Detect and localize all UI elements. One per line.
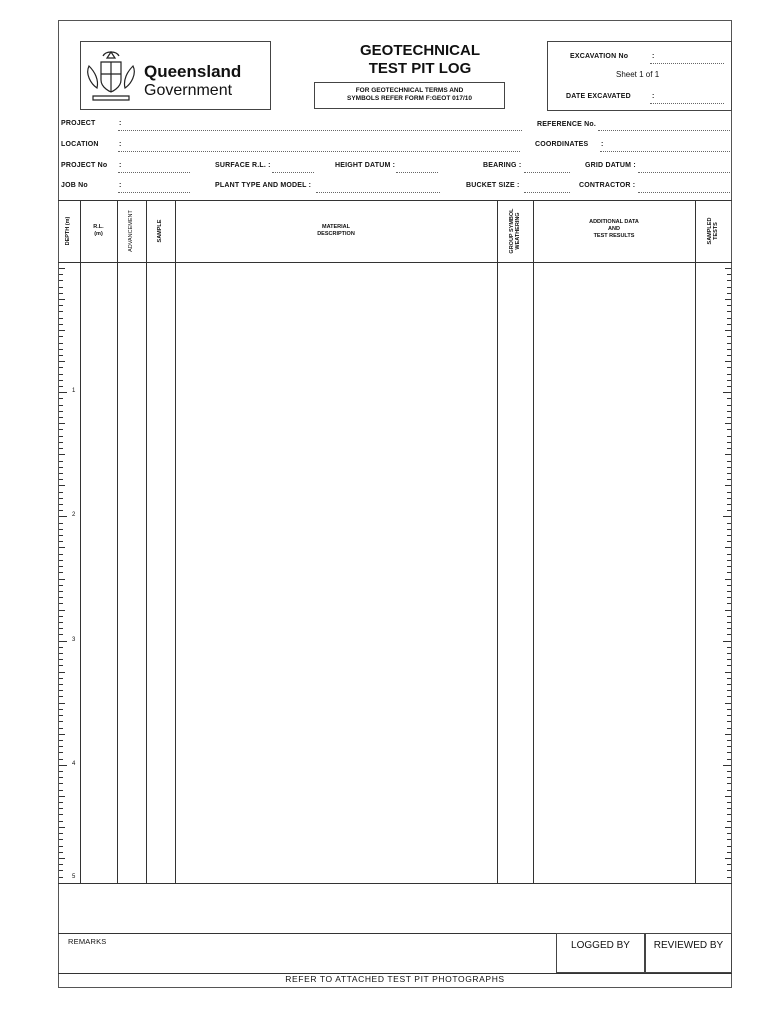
depth-tick: [727, 324, 731, 325]
depth-tick: [727, 790, 731, 791]
depth-tick: [59, 634, 63, 635]
contractor-field[interactable]: [638, 192, 730, 193]
depth-tick: [727, 877, 731, 878]
col-advancement: ADVANCEMENT: [128, 210, 134, 252]
depth-tick: [727, 436, 731, 437]
depth-tick: [59, 473, 63, 474]
reviewed-by-label: REVIEWED BY: [653, 940, 724, 951]
depth-tick: [59, 721, 63, 722]
depth-tick: [59, 796, 65, 797]
depth-tick: [59, 728, 63, 729]
logo-box: [80, 41, 271, 110]
depth-tick: [59, 858, 65, 859]
table-bottom-line: [58, 883, 732, 884]
depth-tick: [59, 361, 65, 362]
depth-tick: [727, 616, 731, 617]
depth-tick: [59, 516, 67, 517]
depth-tick: [727, 653, 731, 654]
depth-tick: [59, 740, 63, 741]
depth-tick: [59, 777, 63, 778]
depth-tick: [727, 690, 731, 691]
depth-tick: [727, 343, 731, 344]
bearing-label: BEARING :: [483, 162, 522, 169]
col-depth: DEPTH (m): [65, 216, 71, 246]
depth-tick: [59, 442, 63, 443]
depth-tick: [727, 603, 731, 604]
col-rl: [80, 224, 117, 238]
depth-tick: [59, 498, 63, 499]
depth-tick: [59, 752, 63, 753]
sheet-number: Sheet 1 of 1: [616, 70, 660, 79]
coordinates-label: COORDINATES: [535, 141, 589, 148]
height-datum-field[interactable]: [396, 172, 438, 173]
depth-tick: [727, 386, 731, 387]
depth-tick: [727, 591, 731, 592]
job-no-field[interactable]: [118, 192, 190, 193]
col-group-symbol: [509, 191, 521, 271]
col-sampled-line1: SAMPLED: [707, 217, 713, 245]
depth-tick: [59, 280, 63, 281]
depth-tick: [59, 759, 63, 760]
depth-tick: [59, 690, 63, 691]
depth-tick: [59, 839, 63, 840]
depth-tick: [727, 318, 731, 319]
depth-tick: [727, 442, 731, 443]
depth-tick: [59, 622, 63, 623]
depth-tick: [727, 647, 731, 648]
depth-tick: [727, 721, 731, 722]
depth-tick: [723, 392, 731, 393]
depth-tick: [59, 492, 63, 493]
depth-tick: [59, 746, 63, 747]
depth-tick: [59, 597, 63, 598]
depth-tick: [727, 293, 731, 294]
height-datum-label: HEIGHT DATUM :: [335, 162, 396, 169]
depth-tick: [727, 684, 731, 685]
depth-tick: [59, 734, 65, 735]
depth-tick: [727, 740, 731, 741]
depth-tick: [59, 386, 63, 387]
depth-tick: [59, 293, 63, 294]
col-additional: [533, 219, 695, 240]
depth-tick: [727, 566, 731, 567]
depth-tick: [727, 696, 731, 697]
contractor-label: CONTRACTOR :: [579, 182, 636, 189]
depth-tick: [727, 336, 731, 337]
excavation-box: [547, 41, 732, 111]
date-excavated-field[interactable]: [650, 103, 724, 104]
depth-tick: [59, 417, 63, 418]
depth-tick: [59, 287, 63, 288]
depth-tick: [727, 814, 731, 815]
depth-tick: [727, 777, 731, 778]
depth-tick: [725, 330, 731, 331]
depth-tick: [59, 765, 67, 766]
depth-tick: [59, 318, 63, 319]
depth-tick: [59, 423, 65, 424]
depth-tick: [59, 461, 63, 462]
depth-tick: [59, 783, 63, 784]
depth-tick: [59, 349, 63, 350]
depth-tick: [59, 566, 63, 567]
depth-tick: [727, 417, 731, 418]
depth-tick: [727, 783, 731, 784]
depth-tick: [725, 672, 731, 673]
depth-tick: [727, 287, 731, 288]
depth-tick: [59, 467, 63, 468]
depth-tick: [727, 280, 731, 281]
depth-tick: [59, 572, 63, 573]
depth-tick: [59, 355, 63, 356]
depth-tick: [59, 510, 63, 511]
title-line-1: GEOTECHNICAL: [360, 42, 480, 59]
depth-tick: [59, 703, 65, 704]
depth-tick: [727, 523, 731, 524]
depth-tick: [727, 846, 731, 847]
depth-tick: [727, 305, 731, 306]
depth-tick: [59, 529, 63, 530]
depth-tick: [727, 461, 731, 462]
depth-tick: [727, 355, 731, 356]
depth-tick: [727, 678, 731, 679]
depth-tick: [59, 846, 63, 847]
depth-tick: [727, 510, 731, 511]
depth-tick: [727, 479, 731, 480]
col-group-line1: GROUP SYMBOL: [509, 208, 515, 254]
depth-tick: [727, 665, 731, 666]
depth-tick: [59, 330, 65, 331]
depth-tick: [59, 448, 63, 449]
depth-tick: [727, 398, 731, 399]
col-rl-line2: (m): [94, 231, 103, 237]
project-field[interactable]: [118, 130, 522, 131]
depth-tick: [59, 591, 63, 592]
org-sub: Government: [144, 82, 233, 99]
depth-tick: [59, 324, 63, 325]
depth-tick: [727, 597, 731, 598]
reviewed-by-box[interactable]: [645, 933, 732, 973]
photos-note: REFER TO ATTACHED TEST PIT PHOTOGRAPHS: [285, 974, 505, 984]
logged-by-box[interactable]: [556, 933, 645, 973]
depth-tick: [59, 659, 63, 660]
col-divider: [497, 200, 498, 883]
depth-tick: [727, 380, 731, 381]
depth-tick: [59, 429, 63, 430]
col-divider: [80, 200, 81, 883]
form-title: [320, 42, 520, 78]
project-no-label: PROJECT No: [61, 162, 108, 169]
ref-line-1: FOR GEOTECHNICAL TERMS AND: [355, 87, 464, 94]
depth-tick: [727, 628, 731, 629]
depth-tick: [59, 827, 65, 828]
org-name: Queensland: [144, 62, 242, 81]
terms-reference-box: [314, 82, 505, 109]
col-additional-line2: AND: [608, 226, 620, 232]
depth-tick: [727, 411, 731, 412]
depth-tick: [59, 579, 65, 580]
depth-tick: [727, 715, 731, 716]
depth-tick: [59, 864, 63, 865]
col-material: [175, 224, 497, 238]
date-excavated-label: DATE EXCAVATED: [566, 93, 631, 100]
reference-label: REFERENCE No.: [537, 121, 596, 128]
depth-tick: [59, 647, 63, 648]
depth-mark-label: 4: [72, 760, 76, 767]
depth-tick: [727, 560, 731, 561]
depth-tick: [723, 641, 731, 642]
bucket-size-field[interactable]: [524, 192, 570, 193]
depth-tick: [59, 814, 63, 815]
depth-tick: [59, 268, 65, 269]
depth-tick: [727, 771, 731, 772]
col-additional-line3: TEST RESULTS: [593, 233, 635, 239]
depth-tick: [59, 535, 63, 536]
depth-tick: [59, 641, 67, 642]
depth-tick: [59, 380, 63, 381]
depth-tick: [727, 802, 731, 803]
depth-tick: [59, 343, 63, 344]
depth-tick: [727, 274, 731, 275]
depth-tick: [59, 715, 63, 716]
depth-tick: [59, 802, 63, 803]
col-sample: SAMPLE: [157, 219, 163, 243]
depth-tick: [59, 274, 63, 275]
surface-rl-field[interactable]: [272, 172, 314, 173]
grid-datum-label: GRID DATUM :: [585, 162, 636, 169]
depth-tick: [59, 678, 63, 679]
depth-tick: [727, 852, 731, 853]
depth-tick: [59, 523, 63, 524]
col-material-line2: DESCRIPTION: [317, 231, 355, 237]
depth-tick: [59, 436, 63, 437]
depth-tick: [727, 833, 731, 834]
depth-tick: [59, 398, 63, 399]
depth-tick: [725, 610, 731, 611]
depth-tick: [727, 374, 731, 375]
surface-rl-label: SURFACE R.L. :: [215, 162, 271, 169]
depth-tick: [727, 492, 731, 493]
depth-tick: [727, 746, 731, 747]
logged-by-label: LOGGED BY: [571, 940, 630, 951]
depth-tick: [727, 498, 731, 499]
col-group-line2: WEATHERING: [515, 212, 521, 250]
depth-tick: [727, 349, 731, 350]
depth-tick: [727, 864, 731, 865]
depth-tick: [59, 653, 63, 654]
col-sampled-tests: [707, 201, 719, 261]
depth-tick: [59, 374, 63, 375]
depth-tick: [727, 585, 731, 586]
excavation-field[interactable]: [650, 63, 724, 64]
col-material-line1: MATERIAL: [321, 224, 350, 230]
depth-tick: [725, 703, 731, 704]
coordinates-field[interactable]: [600, 151, 730, 152]
depth-tick: [727, 821, 731, 822]
depth-tick: [725, 734, 731, 735]
depth-tick: [59, 560, 63, 561]
depth-tick: [727, 473, 731, 474]
depth-tick: [59, 709, 63, 710]
depth-tick: [723, 516, 731, 517]
depth-mark-label: 5: [72, 874, 76, 880]
depth-tick: [59, 821, 63, 822]
depth-tick: [727, 839, 731, 840]
col-sampled-line2: TESTS: [713, 222, 719, 240]
col-divider: [175, 200, 176, 883]
ref-line-2: SYMBOLS REFER FORM F:GEOT 017/10: [347, 95, 472, 102]
remarks-label: REMARKS: [68, 937, 107, 946]
depth-tick: [723, 765, 731, 766]
depth-tick: [59, 603, 63, 604]
depth-tick: [59, 485, 65, 486]
depth-tick: [59, 367, 63, 368]
depth-tick: [727, 622, 731, 623]
depth-tick: [59, 554, 63, 555]
depth-tick: [59, 299, 65, 300]
depth-tick: [727, 554, 731, 555]
depth-tick: [727, 808, 731, 809]
depth-tick: [727, 405, 731, 406]
project-no-field[interactable]: [118, 172, 190, 173]
plant-label: PLANT TYPE AND MODEL :: [215, 182, 312, 189]
depth-tick: [725, 827, 731, 828]
col-divider: [117, 200, 118, 883]
depth-tick: [59, 808, 63, 809]
depth-tick: [725, 299, 731, 300]
depth-tick: [727, 429, 731, 430]
col-divider: [695, 200, 696, 883]
job-no-colon: :: [119, 182, 122, 189]
depth-tick: [59, 833, 63, 834]
depth-tick: [59, 311, 63, 312]
coat-of-arms-icon: [83, 48, 139, 106]
project-label: PROJECT: [61, 120, 96, 127]
depth-tick: [727, 448, 731, 449]
depth-tick: [59, 541, 63, 542]
grid-datum-field[interactable]: [638, 172, 730, 173]
depth-mark-label: 3: [72, 636, 76, 643]
col-divider: [146, 200, 147, 883]
plant-field[interactable]: [316, 192, 440, 193]
depth-tick: [59, 585, 63, 586]
project-no-colon: :: [119, 162, 122, 169]
depth-tick: [727, 311, 731, 312]
depth-tick: [727, 659, 731, 660]
depth-tick: [727, 572, 731, 573]
depth-tick: [727, 709, 731, 710]
depth-tick: [59, 852, 63, 853]
depth-tick: [725, 485, 731, 486]
col-divider: [533, 200, 534, 883]
depth-tick: [59, 665, 63, 666]
reference-field[interactable]: [598, 130, 730, 131]
job-no-label: JOB No: [61, 182, 88, 189]
depth-tick: [59, 628, 63, 629]
depth-tick: [725, 361, 731, 362]
depth-tick: [725, 796, 731, 797]
project-colon: :: [119, 120, 122, 127]
coordinates-colon: :: [601, 141, 604, 148]
depth-tick: [725, 423, 731, 424]
depth-tick: [727, 752, 731, 753]
depth-tick: [59, 336, 63, 337]
depth-tick: [727, 529, 731, 530]
depth-tick: [59, 684, 63, 685]
depth-tick: [727, 728, 731, 729]
depth-tick: [727, 467, 731, 468]
depth-tick: [725, 547, 731, 548]
depth-tick: [59, 411, 63, 412]
location-label: LOCATION: [61, 141, 99, 148]
depth-tick: [59, 392, 67, 393]
title-line-2: TEST PIT LOG: [368, 60, 472, 77]
depth-tick: [725, 268, 731, 269]
col-additional-line1: ADDITIONAL DATA: [589, 219, 639, 225]
location-colon: :: [119, 141, 122, 148]
bucket-size-label: BUCKET SIZE :: [466, 182, 520, 189]
depth-tick: [59, 616, 63, 617]
depth-tick: [59, 870, 63, 871]
depth-tick: [59, 405, 63, 406]
depth-tick: [59, 504, 63, 505]
depth-tick: [59, 672, 65, 673]
date-colon: :: [652, 93, 655, 100]
depth-tick: [59, 877, 63, 878]
excavation-label: EXCAVATION No: [570, 53, 629, 60]
depth-tick: [727, 367, 731, 368]
table-header-line: [58, 262, 732, 263]
depth-tick: [727, 634, 731, 635]
depth-tick: [59, 610, 65, 611]
bearing-field[interactable]: [524, 172, 570, 173]
depth-tick: [727, 541, 731, 542]
depth-tick: [727, 870, 731, 871]
depth-tick: [727, 504, 731, 505]
depth-tick: [727, 535, 731, 536]
depth-mark-label: 2: [72, 512, 76, 519]
depth-tick: [59, 305, 63, 306]
depth-tick: [727, 759, 731, 760]
depth-tick: [59, 547, 65, 548]
depth-tick: [725, 454, 731, 455]
depth-tick: [59, 479, 63, 480]
depth-tick: [59, 771, 63, 772]
depth-tick: [725, 858, 731, 859]
depth-tick: [59, 790, 63, 791]
depth-tick: [59, 696, 63, 697]
depth-mark-label: 1: [72, 388, 76, 395]
excavation-colon: :: [652, 53, 655, 60]
col-rl-line1: R.L.: [93, 224, 104, 230]
depth-tick: [725, 579, 731, 580]
depth-tick: [59, 454, 65, 455]
location-field[interactable]: [118, 151, 520, 152]
